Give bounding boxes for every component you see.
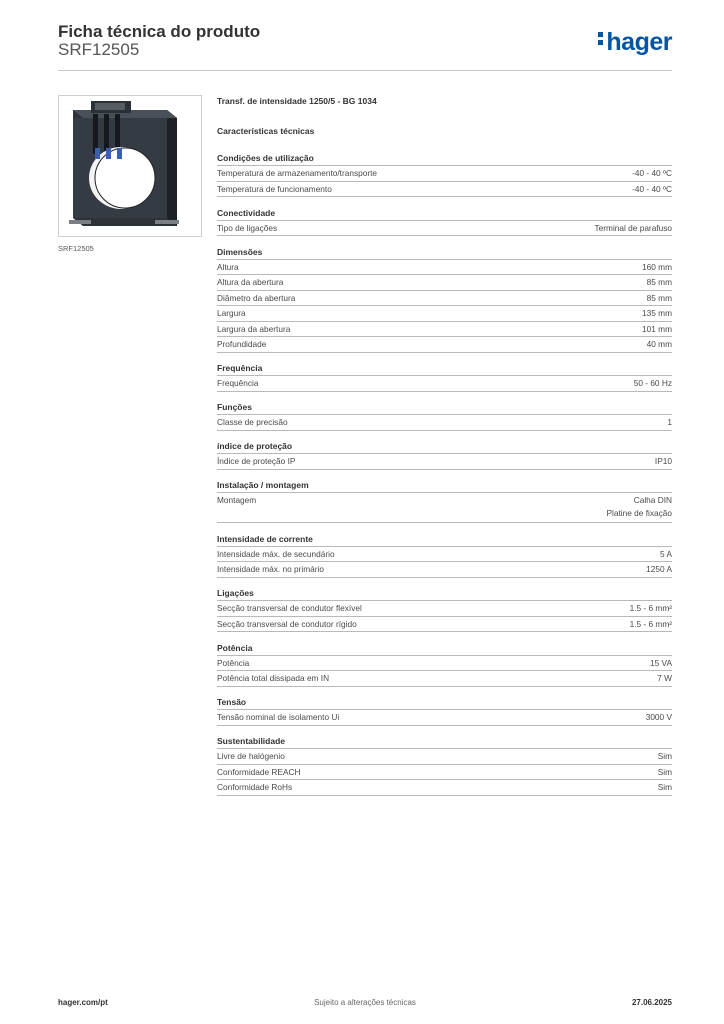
spec-label: Intensidade máx. no primário <box>217 564 324 574</box>
spec-value: -40 - 40 ºC <box>632 168 672 178</box>
section-title: índice de proteção <box>217 440 672 454</box>
current-transformer-image <box>59 96 201 236</box>
section-title: Intensidade de corrente <box>217 533 672 547</box>
spec-row <box>217 260 672 276</box>
spec-row <box>217 547 672 563</box>
spec-value: 1.5 - 6 mm² <box>629 618 672 629</box>
spec-value-line: Platine de fixação <box>606 508 672 518</box>
footer-notice: Sujeito a alterações técnicas <box>314 998 416 1007</box>
spec-label: Secção transversal de condutor flexível <box>217 603 362 613</box>
technical-characteristics-heading: Características técnicas <box>217 126 315 136</box>
section-title: Potência <box>217 642 672 656</box>
spec-label: Secção transversal de condutor rígido <box>217 618 357 629</box>
spec-row <box>217 337 672 353</box>
spec-label: Conformidade RoHs <box>217 782 293 792</box>
spec-label: Tensão nominal de isolamento Ui <box>217 712 340 722</box>
spec-section <box>217 587 672 632</box>
spec-label: Livre de halógenio <box>217 751 285 761</box>
spec-row <box>217 322 672 338</box>
spec-row <box>217 562 672 578</box>
spec-row <box>217 221 672 237</box>
spec-sections <box>217 152 672 796</box>
spec-row <box>217 780 672 796</box>
spec-row <box>217 291 672 307</box>
spec-row <box>217 166 672 182</box>
spec-section <box>217 246 672 353</box>
image-caption: SRF12505 <box>58 244 94 253</box>
spec-value: 135 mm <box>642 308 672 318</box>
spec-label: Intensidade máx. de secundário <box>217 548 335 559</box>
spec-row <box>217 765 672 781</box>
footer-date: 27.06.2025 <box>631 998 672 1007</box>
spec-value: Sim <box>657 782 672 792</box>
section-title: Funções <box>217 401 672 415</box>
spec-section <box>217 533 672 578</box>
spec-label: Largura da abertura <box>217 323 291 334</box>
spec-label: Tipo de ligações <box>217 222 278 233</box>
spec-label: Altura da abertura <box>217 277 284 287</box>
product-image <box>58 95 202 237</box>
spec-section <box>217 207 672 237</box>
spec-label: Montagem <box>217 495 257 505</box>
spec-label: Temperatura de funcionamento <box>217 183 332 194</box>
product-reference: SRF12505 <box>58 40 140 59</box>
spec-label: Diâmetro da abertura <box>217 292 296 303</box>
spec-label: Largura <box>217 308 246 318</box>
logo-dots-icon <box>598 29 604 48</box>
spec-section <box>217 696 672 726</box>
spec-section <box>217 642 672 687</box>
section-title: Frequência <box>217 362 672 376</box>
spec-value: Sim <box>657 766 672 777</box>
spec-label: Potência total dissipada em IN <box>217 673 330 683</box>
spec-value: 7 W <box>657 673 672 683</box>
section-title: Dimensões <box>217 246 672 260</box>
spec-value: 15 VA <box>650 657 672 668</box>
spec-row <box>217 454 672 470</box>
spec-value: 101 mm <box>642 323 672 334</box>
spec-row <box>217 415 672 431</box>
spec-row <box>217 275 672 291</box>
spec-section <box>217 362 672 392</box>
spec-value: 160 mm <box>642 261 672 272</box>
logo-text: hager <box>606 28 672 56</box>
product-name: Transf. de intensidade 1250/5 - BG 1034 <box>217 96 377 106</box>
spec-section <box>217 479 672 523</box>
spec-label: Classe de precisão <box>217 417 288 427</box>
spec-content <box>217 96 672 805</box>
spec-row <box>217 617 672 633</box>
hager-logo <box>598 28 672 57</box>
spec-section <box>217 735 672 796</box>
spec-label: Altura <box>217 261 239 272</box>
footer-website: hager.com/pt <box>58 998 108 1007</box>
spec-row <box>217 710 672 726</box>
spec-value: 85 mm <box>646 292 672 303</box>
spec-label: Temperatura de armazenamento/transporte <box>217 168 378 178</box>
spec-value: 1 <box>667 417 672 427</box>
spec-row <box>217 671 672 687</box>
spec-section <box>217 440 672 470</box>
spec-row <box>217 376 672 392</box>
spec-value: -40 - 40 ºC <box>632 183 672 194</box>
spec-value: 85 mm <box>646 277 672 287</box>
section-title: Sustentabilidade <box>217 735 672 749</box>
spec-label: Profundidade <box>217 339 267 349</box>
spec-value-line: Calha DIN <box>633 495 672 505</box>
spec-value: 1.5 - 6 mm² <box>629 603 672 613</box>
spec-row <box>217 493 672 523</box>
spec-row <box>217 749 672 765</box>
section-title: Ligações <box>217 587 672 601</box>
page-header <box>58 22 672 71</box>
section-title: Condições de utilização <box>217 152 672 166</box>
spec-label: Potência <box>217 657 250 668</box>
spec-value: IP10 <box>654 456 672 466</box>
spec-label: Conformidade REACH <box>217 766 301 777</box>
spec-row <box>217 306 672 322</box>
spec-label: Frequência <box>217 378 259 388</box>
spec-value: Terminal de parafuso <box>594 222 672 233</box>
spec-section <box>217 152 672 197</box>
section-title: Instalação / montagem <box>217 479 672 493</box>
spec-row <box>217 601 672 617</box>
spec-value: 40 mm <box>646 339 672 349</box>
spec-row <box>217 182 672 198</box>
spec-row <box>217 656 672 672</box>
spec-label: Índice de proteção IP <box>217 456 296 466</box>
spec-value <box>607 493 673 522</box>
spec-value: 50 - 60 Hz <box>633 378 672 388</box>
section-title: Tensão <box>217 696 672 710</box>
section-title: Conectividade <box>217 207 672 221</box>
spec-section <box>217 401 672 431</box>
spec-value: 3000 V <box>645 712 672 722</box>
spec-value: 1250 A <box>646 564 672 574</box>
spec-value: 5 A <box>660 548 672 559</box>
spec-value: Sim <box>657 751 672 761</box>
document-title: Ficha técnica do produto <box>58 22 261 41</box>
